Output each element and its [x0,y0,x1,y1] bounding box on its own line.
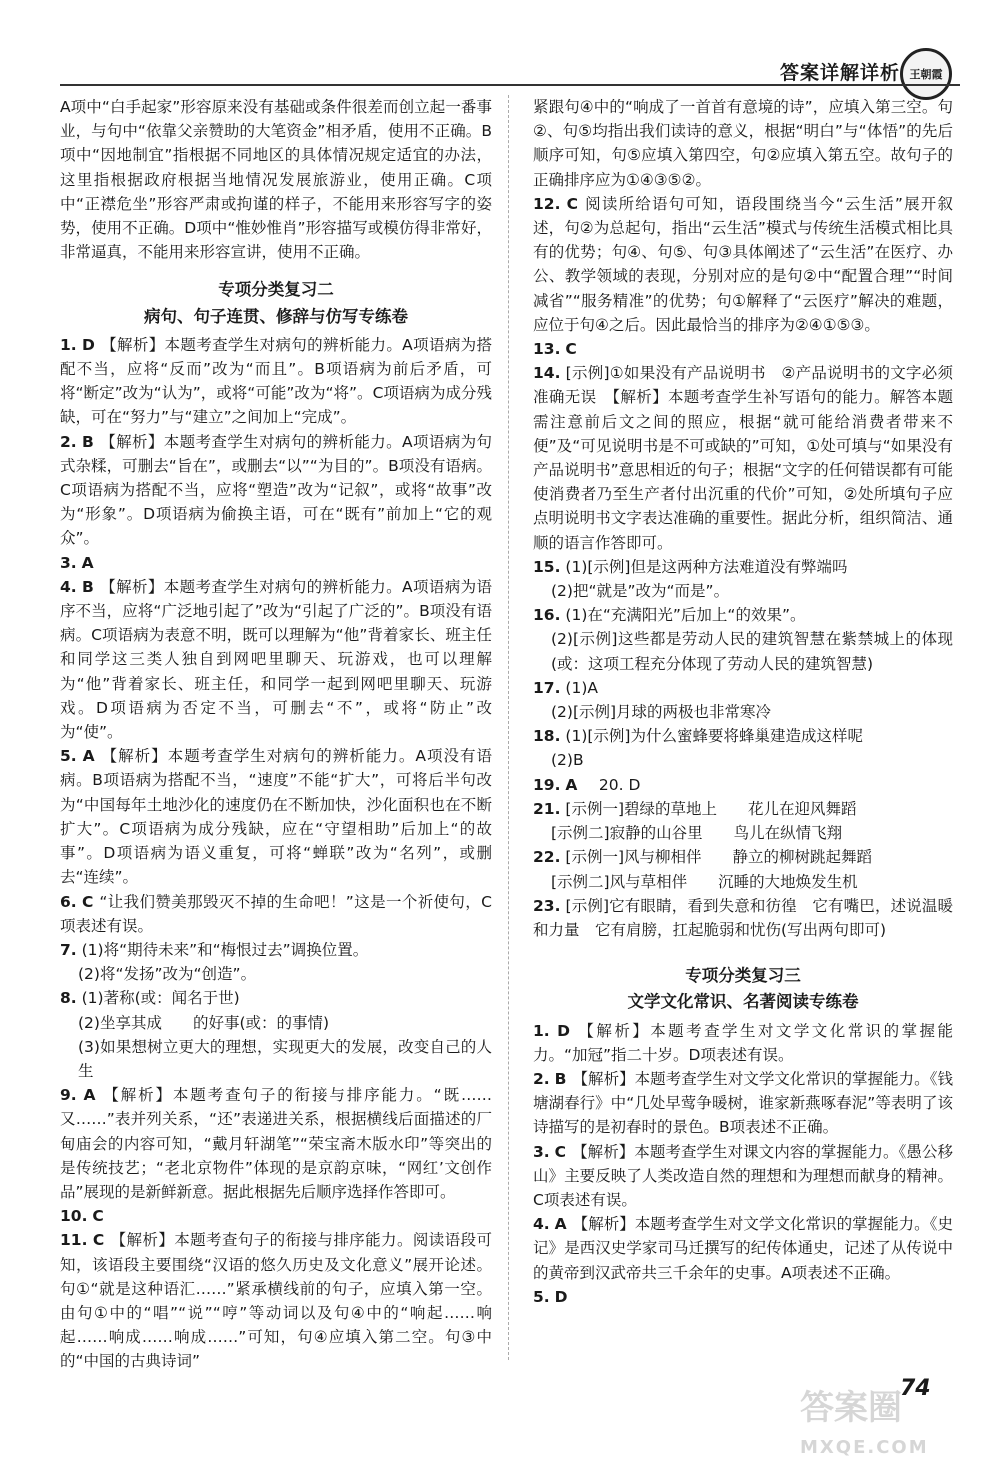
item-number: 12. [533,194,561,213]
answer-item [533,1140,953,1213]
item-number: 5. [533,1287,550,1306]
item-text: (2)将“发扬”改为“创造”。 [78,965,257,984]
item-number: 21. [533,799,561,818]
header-rule [60,84,960,86]
item-number: 11. [60,1231,88,1250]
item-text: 【解析】本题考查学生对病句的辨析能力。A项语病为搭配不当，应将“反而”改为“而且”。B项语病为前后矛盾，可将“断定”改为“认为”，或将“可能”改为“将”。C项语病为成分残缺，可在“努力”与“建立”之间加上“完成”。 [60,335,492,427]
answer-item [533,773,953,797]
item-number: 8. [60,989,77,1008]
item-number: 1. [533,1021,550,1040]
item-answer: C [554,1142,567,1161]
item-number: 7. [60,940,77,959]
item-number: 3. [533,1142,550,1161]
item-text: [示例二]寂静的山谷里 鸟儿在纵情飞翔 [551,824,843,843]
item-answer: A [83,1086,96,1105]
answer-item [60,890,492,938]
header-title: 答案详解详析 [779,62,900,84]
item-number: 5. [60,747,77,766]
answer-item [533,797,953,821]
left-column [60,95,492,1374]
item-text: [示例二]风与草相伴 沉睡的大地焕发生机 [551,872,858,891]
item-text: 【解析】本题考查学生对病句的辨析能力。A项语病为语序不当，应将“广泛地引起了”改为“引起了广泛的”。B项没有语病。C项语病为表意不明，既可以理解为“他”背着家长、班主任和同学这三类人独自到网吧里聊天、玩游戏，也可以理解为“他”背着家长、班主任，和同学一起到网吧里聊天、玩游戏。D项语病为否定不当，可删去“不”，或将“防止”改为“使”。 [60,577,492,742]
answer-item [60,744,492,889]
item-text: (1)著称(或：闻名于世) [81,989,240,1008]
item-text: 【解析】本题考查学生对文学文化常识的掌握能力。“加冠”指二十岁。D项表述有误。 [533,1021,953,1064]
item-number: 17. [533,678,561,697]
answer-item [60,962,492,986]
item-answer: D [554,1287,568,1306]
section-title: 专项分类复习三 [685,966,801,986]
item-answer: C [81,892,94,911]
answer-item [533,724,953,748]
answer-item [60,1228,492,1373]
item-text: 阅读所给语句可知，语段围绕当今“云生活”展开叙述，句②为总起句，指出“云生活”模式与传统生活模式相比具有的优势；句④、句⑤、句③具体阐述了“云生活”在医疗、办公、教学领域的表现，分别对应的是句②中“配置合理”“时间减省”“服务精准”的优势；句①解释了“云医疗”解决的难题，应位于句④之后。因此最恰当的排序为②④①⑤③。 [533,194,953,334]
item-number: 23. [533,896,561,915]
item-answer: B [82,577,94,596]
item-text: [示例]它有眼睛，看到失意和彷徨 它有嘴巴，述说温暖和力量 它有肩膀，扛起脆弱和忧伤(写出两句即可) [533,896,953,939]
answer-item [533,1067,953,1140]
item-text: (1)在“充满阳光”后加上“的效果”。 [565,606,806,625]
item-number: 13. [533,340,561,359]
item-number: 9. [60,1086,77,1105]
item-number: 16. [533,606,561,625]
answer-item [533,579,953,603]
brand-logo [900,48,952,100]
item-answer: D [81,335,95,354]
item-number: 22. [533,848,561,867]
item-text: 【解析】本题考查学生对课文内容的掌握能力。《愚公移山》主要反映了人类改造自然的理想和为理想而献身的精神。C项表述有误。 [533,1142,953,1209]
item-text: (2)[示例]这些都是劳动人民的建筑智慧在紫禁城上的体现(或：这项工程充分体现了劳动人民的建筑智慧) [551,630,953,673]
answer-item [533,700,953,724]
answer-item [533,845,953,869]
item-text: (2)B [551,751,584,770]
item-number: 18. [533,727,561,746]
item-number: 4. [60,577,77,596]
section-subtitle: 病句、句子连贯、修辞与仿写专练卷 [144,306,408,326]
continued-paragraph: 紧跟句④中的“响成了一首首有意境的诗”，应填入第三空。句②、句⑤均指出我们读诗的意义，根据“明白”与“体悟”的先后顺序可知，句⑤应填入第四空，句②应填入第五空。故句子的正确排序应为①④③⑤②。 [533,98,953,189]
item-answer: A [554,1215,567,1234]
item-text: 【解析】本题考查句子的衔接与排序能力。阅读语段可知，该语段主要围绕“汉语的悠久历史及文化意义”展开论述。句①“就是这种语汇……”紧承横线前的句子，应填入第一空。由句①中的“唱”“说”“哼”等动词以及句④中的“响起……响起……响成……响成……”可知，句④应填入第二空。句③中的“中国的古典诗词” [60,1231,492,1371]
item-answer: C [566,194,578,213]
item-text: (2)把“就是”改为“而是”。 [551,582,730,601]
answer-item [533,555,953,579]
item-number: 10. [60,1207,88,1226]
item-text: (3)如果想树立更大的理想，实现更大的发展，改变自己的人生 [78,1037,492,1080]
item-text: 【解析】本题考查学生对文学文化常识的掌握能力。《钱塘湖春行》中“几处早莺争暖树，谁家新燕啄春泥”等表明了该诗描写的是初春时的景色。B项表述不正确。 [533,1069,953,1137]
answer-list [533,192,953,942]
watermark-text: 答案圈 [800,1388,902,1428]
answer-item [60,575,492,744]
answer-item [60,986,492,1010]
item-text: (1)A [565,678,598,697]
answer-item [533,748,953,772]
answer-item [60,1035,492,1083]
intro-paragraph: A项中“白手起家”形容原来没有基础或条件很差而创立起一番事业，与句中“依靠父亲赞助的大笔资金”相矛盾，使用不正确。B项中“因地制宜”指根据不同地区的具体情况规定适宜的办法，这里指根据政府根据当地情况发展旅游业，使用正确。C项中“正襟危坐”形容严肃或拘谨的样子，不能用来形容写字的姿势，使用不正确。D项中“惟妙惟肖”形容描写或模仿得非常好，非常逼真，不能用来形容宣讲，使用不正确。 [60,98,492,262]
item-text: 【解析】本题考查学生对文学文化常识的掌握能力。《史记》是西汉史学家司马迁撰写的纪传体通史，记述了从传说中的黄帝到汉武帝共三千余年的史事。A项表述不正确。 [533,1215,953,1282]
answer-item [60,1204,492,1228]
answer-item [533,603,953,627]
item-number: 6. [60,892,77,911]
answer-item [533,821,953,845]
answer-list [533,1019,953,1309]
item-number: 1. [60,335,77,354]
item-text: (1)将“期待未来”和“梅恨过去”调换位置。 [81,940,369,959]
item-answer: C [565,340,577,359]
item-text: [示例一]碧绿的草地上 花儿在迎风舞蹈 [565,799,857,818]
right-column [533,95,953,1309]
item-number: 3. [60,553,77,572]
answer-item [533,1212,953,1285]
item-number: 19. [533,775,561,794]
item-answer: A [82,747,95,766]
item-text: [示例一]风与柳相伴 静立的柳树跳起舞蹈 [565,848,873,867]
answer-item [60,938,492,962]
item-answer: A [565,775,578,794]
item-text: 【解析】本题考查学生对病句的辨析能力。A项语病为句式杂糅，可删去“旨在”，或删去“以”“为目的”。B项没有语病。C项语病为搭配不当，应将“塑造”改为“记叙”，或将“故事”改为“形象”。D项语病为偷换主语，可在“既有”前加上“它的观众”。 [60,432,492,548]
column-divider [508,95,509,1360]
item-number: 15. [533,557,561,576]
item-text: [示例]①如果没有产品说明书 ②产品说明书的文字必须准确无误 【解析】本题考查学生补写语句的能力。解答本题需注意前后文之间的照应，根据“就可能给消费者带来不便”及“可见说明书是不可或缺的”可知，①处可填与“如果没有产品说明书”意思相近的句子；根据“文字的任何错误都有可能使消费者乃至生产者付出沉重的代价”可知，②处所填句子应点明说明书文字表达准确的重要性。据此分析，组织简洁、通顺的语言作答即可。 [533,364,953,552]
item-answer: B [82,432,94,451]
item-answer: D [557,1021,570,1040]
answer-item [533,894,953,942]
answer-item [533,192,953,337]
item-answer: A [81,553,94,572]
answer-item [533,1285,953,1309]
watermark-url: MXQE.COM [800,1437,929,1458]
page-header [0,0,1000,110]
page-number: 74 [900,1376,931,1401]
item-text: (1)[示例]为什么蜜蜂要将蜂巢建造成这样呢 [565,727,863,746]
answer-item [60,1011,492,1035]
item-text: (2)坐享其成 的好事(或：的事情) [78,1013,330,1032]
answer-list [60,333,492,1374]
item-text: “让我们赞美那毁灭不掉的生命吧！”这是一个祈使句，C项表述有误。 [60,892,492,935]
item-number: 2. [60,432,77,451]
answer-item [60,430,492,551]
answer-item [533,676,953,700]
answer-item [60,1083,492,1204]
item-text: 20. D [583,775,641,794]
item-number: 4. [533,1215,550,1234]
item-text: 【解析】本题考查学生对病句的辨析能力。A项没有语病。B项语病为搭配不当，“速度”不能“扩大”，可将后半句改为“中国每年土地沙化的速度仍在不断加快，沙化面积也在不断扩大”。C项语病为成分残缺，应在“守望相助”后加上“的故事”。D项语病为语义重复，可将“蝉联”改为“名列”，或删去“连续”。 [60,747,493,887]
brand-logo-text: 王朝霞 [909,68,943,81]
item-text: 【解析】本题考查句子的衔接与排序能力。“既……又……”表并列关系，“还”表递进关系，根据横线后面描述的厂甸庙会的内容可知，“戴月轩湖笔”“荣宝斋木版水印”等突出的是传统技艺；“老北京物件”体现的是京韵京味，“网红’文创作品”展现的是新鲜新意。据此根据先后顺序选择作答即可。 [60,1086,492,1201]
answer-item [533,627,953,675]
section-subtitle: 文学文化常识、名著阅读专练卷 [627,992,859,1012]
item-answer: B [554,1069,567,1088]
item-answer: C [92,1231,105,1250]
answer-item [533,337,953,361]
watermark [800,1380,990,1465]
item-text: (1)[示例]但是这两种方法难道没有弊端吗 [565,557,848,576]
answer-item [60,551,492,575]
answer-item [533,870,953,894]
item-number: 2. [533,1069,550,1088]
answer-item [533,361,953,555]
item-number: 14. [533,364,561,383]
section-title: 专项分类复习二 [218,280,334,300]
item-answer: C [92,1207,104,1226]
answer-item [60,333,492,430]
answer-item [533,1019,953,1067]
item-text: (2)[示例]月球的两极也非常寒冷 [551,703,772,722]
